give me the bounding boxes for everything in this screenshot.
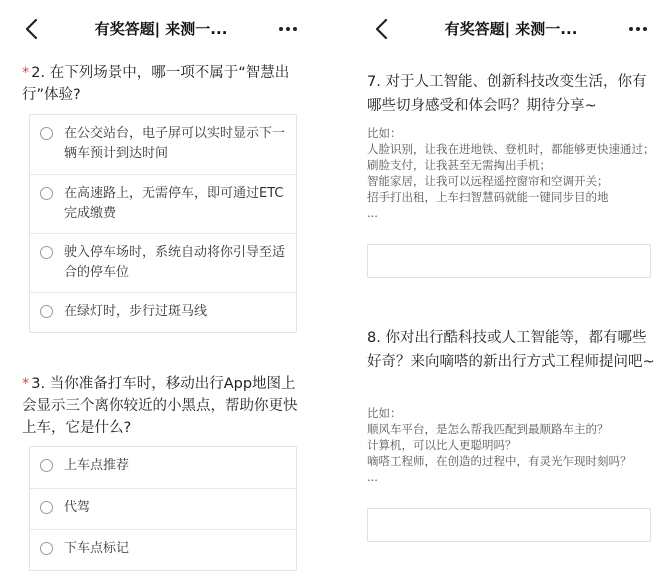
page-title: 有奖答题| 来测一... — [94, 20, 228, 38]
question-2-title — [22, 62, 302, 106]
option-label: 在高速路上，无需停车，即可通过ETC完成缴费 — [64, 186, 284, 221]
page-title: 有奖答题| 来测一... — [444, 20, 578, 38]
option-3c[interactable] — [30, 529, 296, 570]
question-3-text: 3. 当你准备打车时，移动出行App地图上会显示三个离你较近的小黑点，帮助你更快上车，它是什么? — [22, 376, 298, 436]
option-2d[interactable] — [30, 292, 296, 332]
option-label: 在绿灯时，步行过斑马线 — [64, 304, 208, 319]
required-mark: * — [22, 65, 30, 81]
left-survey-panel — [0, 0, 322, 582]
radio-icon[interactable] — [40, 187, 53, 200]
hint-line: 智能家居，让我可以远程遥控窗帘和空调开关； — [367, 174, 609, 188]
question-8-hint — [367, 405, 659, 485]
question-8-title: 8. 你对出行酷科技或人工智能等，都有哪些好奇？来向嘀嗒的新出行方式工程师提问吧~ — [367, 330, 655, 370]
question-7-hint — [367, 125, 659, 221]
radio-icon[interactable] — [40, 459, 53, 472]
question-2-options — [29, 114, 297, 333]
option-3b[interactable] — [30, 488, 296, 529]
question-7-title: 7. 对于人工智能、创新科技改变生活，你有哪些切身感受和体会吗？期待分享~ — [367, 74, 647, 114]
hint-line: 招手打出租，上车扫智慧码就能一键同步目的地 — [367, 190, 609, 204]
question-7-answer-input[interactable] — [367, 244, 651, 278]
hint-line: ... — [367, 470, 378, 484]
option-2b[interactable] — [30, 174, 296, 233]
radio-icon[interactable] — [40, 246, 53, 259]
more-horizontal-icon[interactable] — [628, 25, 648, 33]
option-label: 在公交站台，电子屏可以实时显示下一辆车预计到达时间 — [64, 126, 286, 161]
radio-icon[interactable] — [40, 501, 53, 514]
option-3a[interactable] — [30, 447, 296, 488]
option-label: 下车点标记 — [64, 541, 130, 556]
hint-line: 嘀嗒工程师，在创造的过程中，有灵光乍现时刻吗？ — [367, 454, 632, 468]
hint-line: ... — [367, 206, 378, 220]
hint-line: 人脸识别，让我在进地铁、登机时，都能够更快速通过； — [367, 142, 655, 156]
hint-line: 比如： — [367, 406, 402, 420]
option-label: 驶入停车场时，系统自动将你引导至适合的停车位 — [64, 245, 286, 280]
required-mark: * — [22, 376, 30, 392]
hint-line: 比如： — [367, 126, 402, 140]
option-label: 上车点推荐 — [64, 458, 130, 473]
more-horizontal-icon[interactable] — [278, 25, 298, 33]
right-survey-panel — [350, 0, 672, 582]
question-8-answer-input[interactable] — [367, 508, 651, 542]
option-2c[interactable] — [30, 233, 296, 292]
hint-line: 顺风车平台，是怎么帮我匹配到最顺路车主的？ — [367, 422, 609, 436]
left-navbar — [0, 0, 322, 58]
question-2-text: 2. 在下列场景中，哪一项不属于“智慧出行”体验? — [22, 65, 290, 103]
right-navbar — [350, 0, 672, 58]
radio-icon[interactable] — [40, 542, 53, 555]
hint-line: 刷脸支付，让我甚至无需掏出手机； — [367, 158, 551, 172]
question-3-options — [29, 446, 297, 571]
hint-line: 计算机，可以比人更聪明吗？ — [367, 438, 517, 452]
option-2a[interactable] — [30, 115, 296, 174]
question-3-title — [22, 373, 302, 439]
radio-icon[interactable] — [40, 127, 53, 140]
option-label: 代驾 — [64, 500, 91, 515]
radio-icon[interactable] — [40, 305, 53, 318]
